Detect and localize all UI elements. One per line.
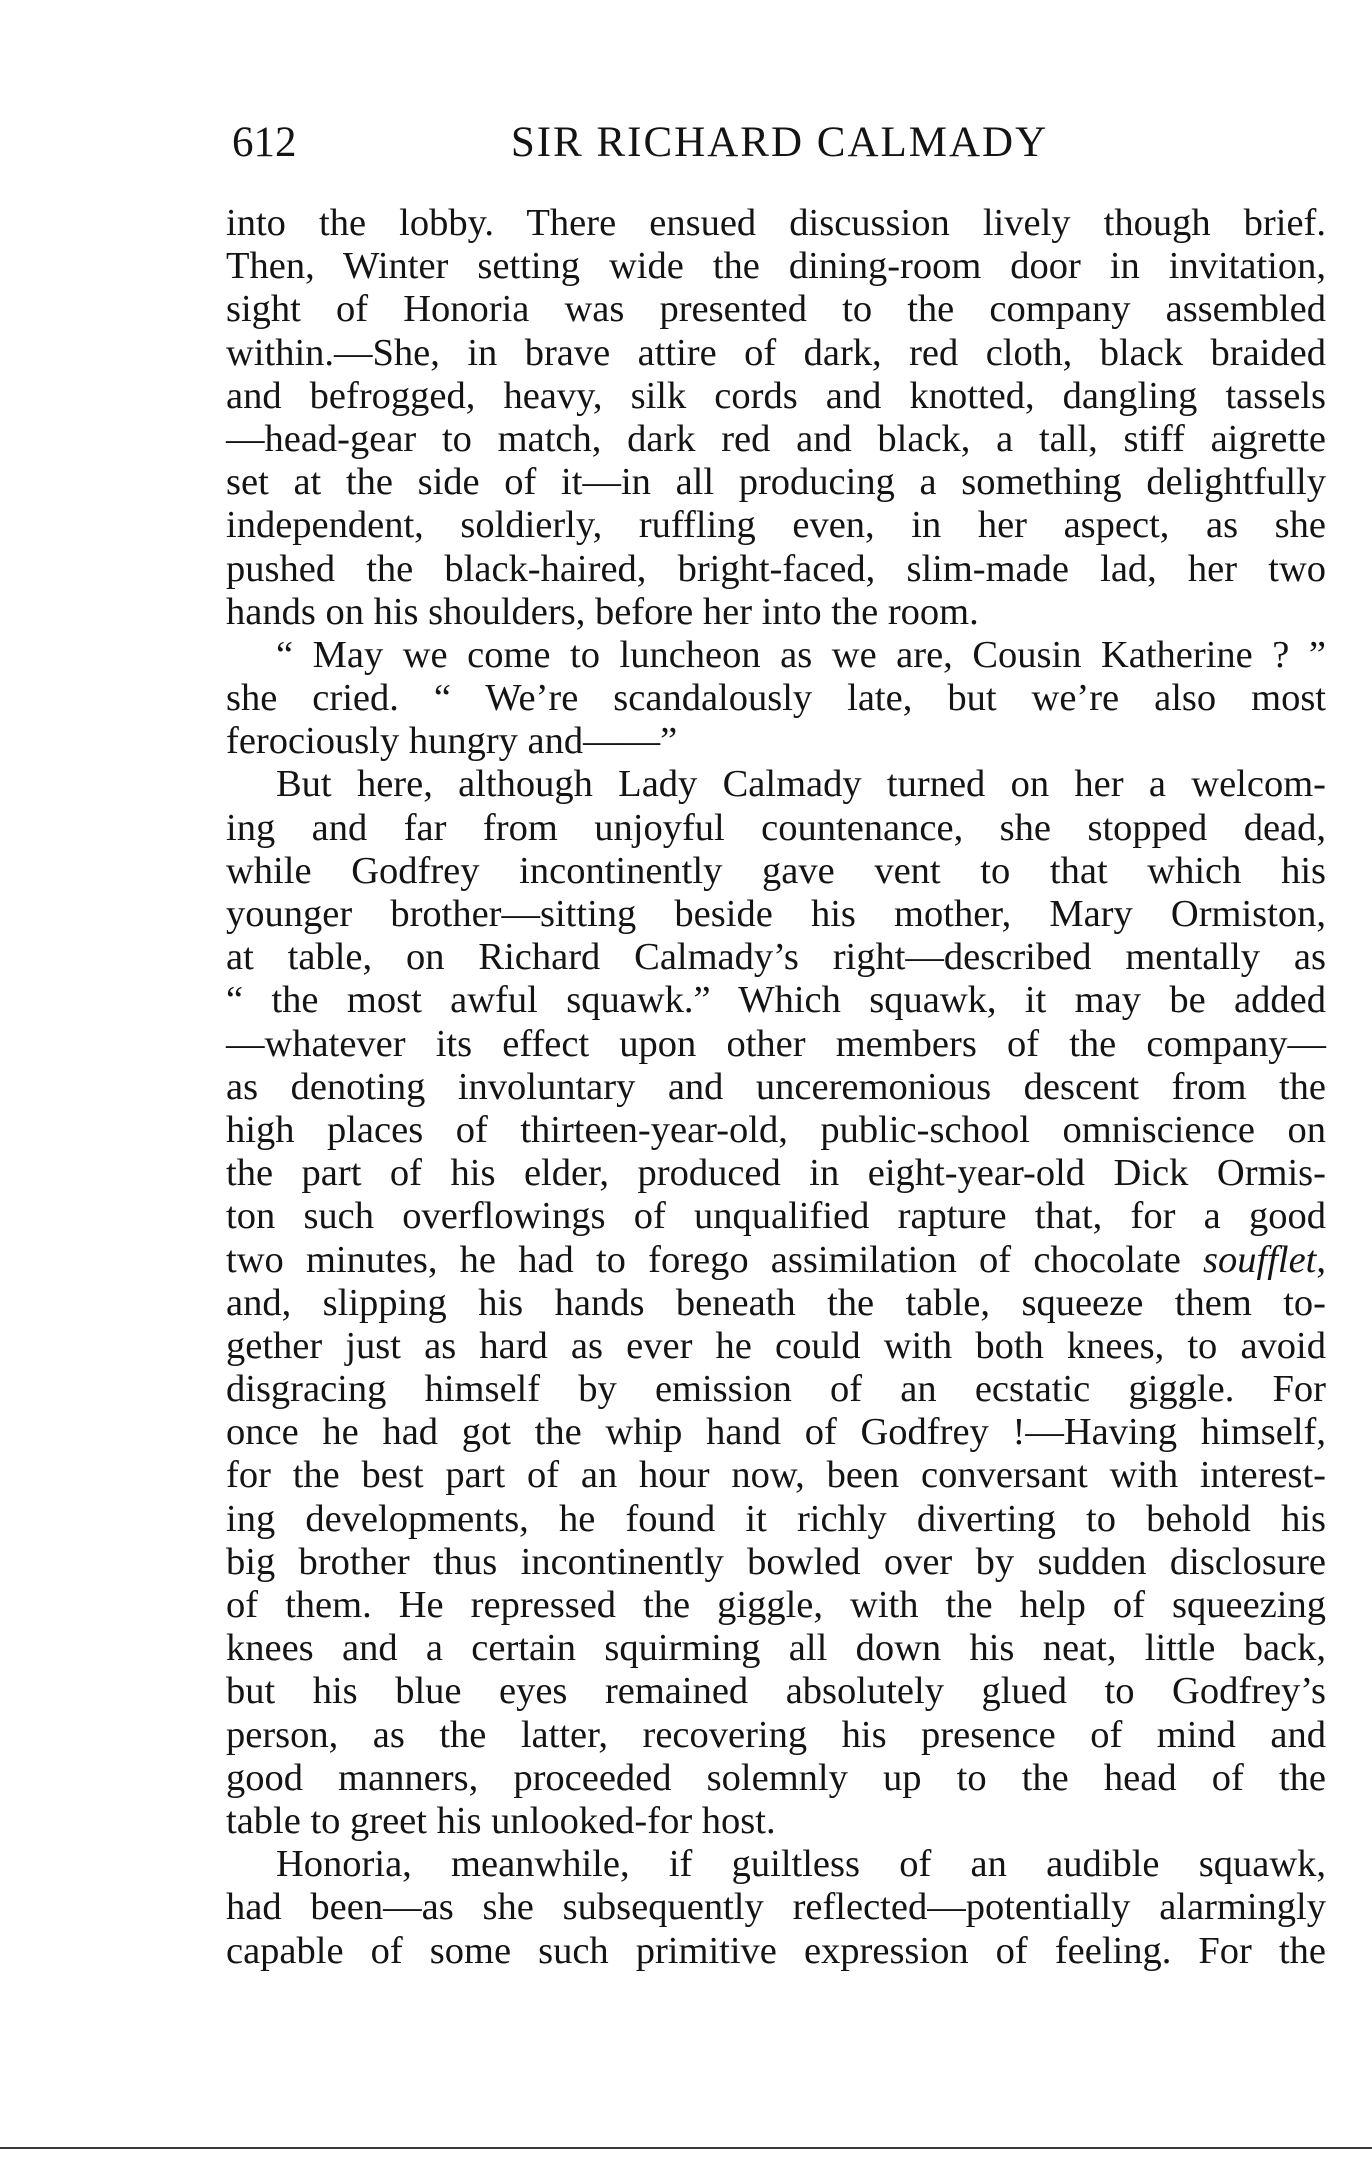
text-line: within.—She, in brave attire of dark, red cloth, black braided <box>226 331 1326 374</box>
paragraph <box>226 202 1326 634</box>
text-line: set at the side of it—in all producing a something delightfully <box>226 461 1326 504</box>
page-bottom-edge <box>0 2147 1372 2149</box>
text-line: knees and a certain squirming all down his neat, little back, <box>226 1627 1326 1670</box>
text-line: good manners, proceeded solemnly up to the head of the <box>226 1756 1326 1799</box>
text-line: and, slipping his hands beneath the table, squeeze them to- <box>226 1281 1326 1324</box>
text-line: —head-gear to match, dark red and black, a tall, stiff aigrette <box>226 417 1326 460</box>
text-line: gether just as hard as ever he could with both knees, to avoid <box>226 1324 1326 1367</box>
text-line: while Godfrey incontinently gave vent to that which his <box>226 849 1326 892</box>
text-line: younger brother—sitting beside his mother, Mary Ormiston, <box>226 893 1326 935</box>
text-line: pushed the black-haired, bright-faced, slim-made lad, her two <box>226 547 1326 590</box>
text-line: But here, although Lady Calmady turned on her a welcom- <box>276 763 1326 806</box>
paragraph <box>226 1843 1326 1973</box>
text-line: had been—as she subsequently reflected—potentially alarmingly <box>226 1886 1326 1929</box>
text-line: independent, soldierly, ruffling even, in her aspect, as she <box>226 504 1326 547</box>
paragraph <box>226 763 1326 1843</box>
text-line: table to greet his unlooked-for host. <box>226 1799 776 1842</box>
text-line: as denoting involuntary and unceremonious descent from the <box>226 1065 1326 1108</box>
text-line: sight of Honoria was presented to the company assembled <box>226 288 1326 331</box>
page-number: 612 <box>232 119 297 166</box>
text-line: —whatever its effect upon other members of the company— <box>226 1022 1326 1065</box>
text-line: the part of his elder, produced in eight-year-old Dick Ormis- <box>226 1152 1326 1195</box>
text-line: capable of some such primitive expression of feeling. For the <box>226 1929 1326 1972</box>
text-line: for the best part of an hour now, been conversant with interest- <box>226 1454 1326 1497</box>
text-line: “ May we come to luncheon as we are, Cousin Katherine ? ” <box>276 633 1326 676</box>
text-line: but his blue eyes remained absolutely glued to Godfrey’s <box>226 1670 1326 1713</box>
text-line: ing and far from unjoyful countenance, she stopped dead, <box>226 806 1326 849</box>
text-line: high places of thirteen-year-old, public-school omniscience on <box>226 1108 1326 1151</box>
page-header <box>232 118 1327 178</box>
text-line: once he had got the whip hand of Godfrey !—Having himself, <box>226 1411 1326 1454</box>
italic-word: soufflet <box>1203 1238 1317 1281</box>
text-line: hands on his shoulders, before her into the room. <box>226 590 979 633</box>
running-title: SIR RICHARD CALMADY <box>510 119 1049 166</box>
body-text <box>226 202 1326 1973</box>
text-line: disgracing himself by emission of an ecstatic giggle. For <box>226 1368 1326 1411</box>
text-line: Then, Winter setting wide the dining-room door in invitation, <box>226 245 1326 288</box>
text-line: she cried. “ We’re scandalously late, but we’re also most <box>226 677 1326 720</box>
text-line: at table, on Richard Calmady’s right—described mentally as <box>226 936 1326 979</box>
text-line: into the lobby. There ensued discussion lively though brief. <box>226 202 1326 244</box>
paragraph <box>226 634 1326 764</box>
text-line: ferociously hungry and——” <box>226 720 678 763</box>
text-line: and befrogged, heavy, silk cords and knotted, dangling tassels <box>226 374 1326 417</box>
text-line: ing developments, he found it richly diverting to behold his <box>226 1497 1326 1540</box>
text-line: big brother thus incontinently bowled over by sudden disclosure <box>226 1540 1326 1583</box>
text-line: Honoria, meanwhile, if guiltless of an audible squawk, <box>276 1843 1326 1886</box>
text-line: of them. He repressed the giggle, with the help of squeezing <box>226 1584 1326 1626</box>
text-line: “ the most awful squawk.” Which squawk, it may be added <box>226 979 1326 1022</box>
text-line: person, as the latter, recovering his presence of mind and <box>226 1713 1326 1756</box>
text-line: two minutes, he had to forego assimilation of chocolate soufflet, <box>226 1238 1326 1281</box>
text-line: ton such overflowings of unqualified rapture that, for a good <box>226 1195 1326 1238</box>
